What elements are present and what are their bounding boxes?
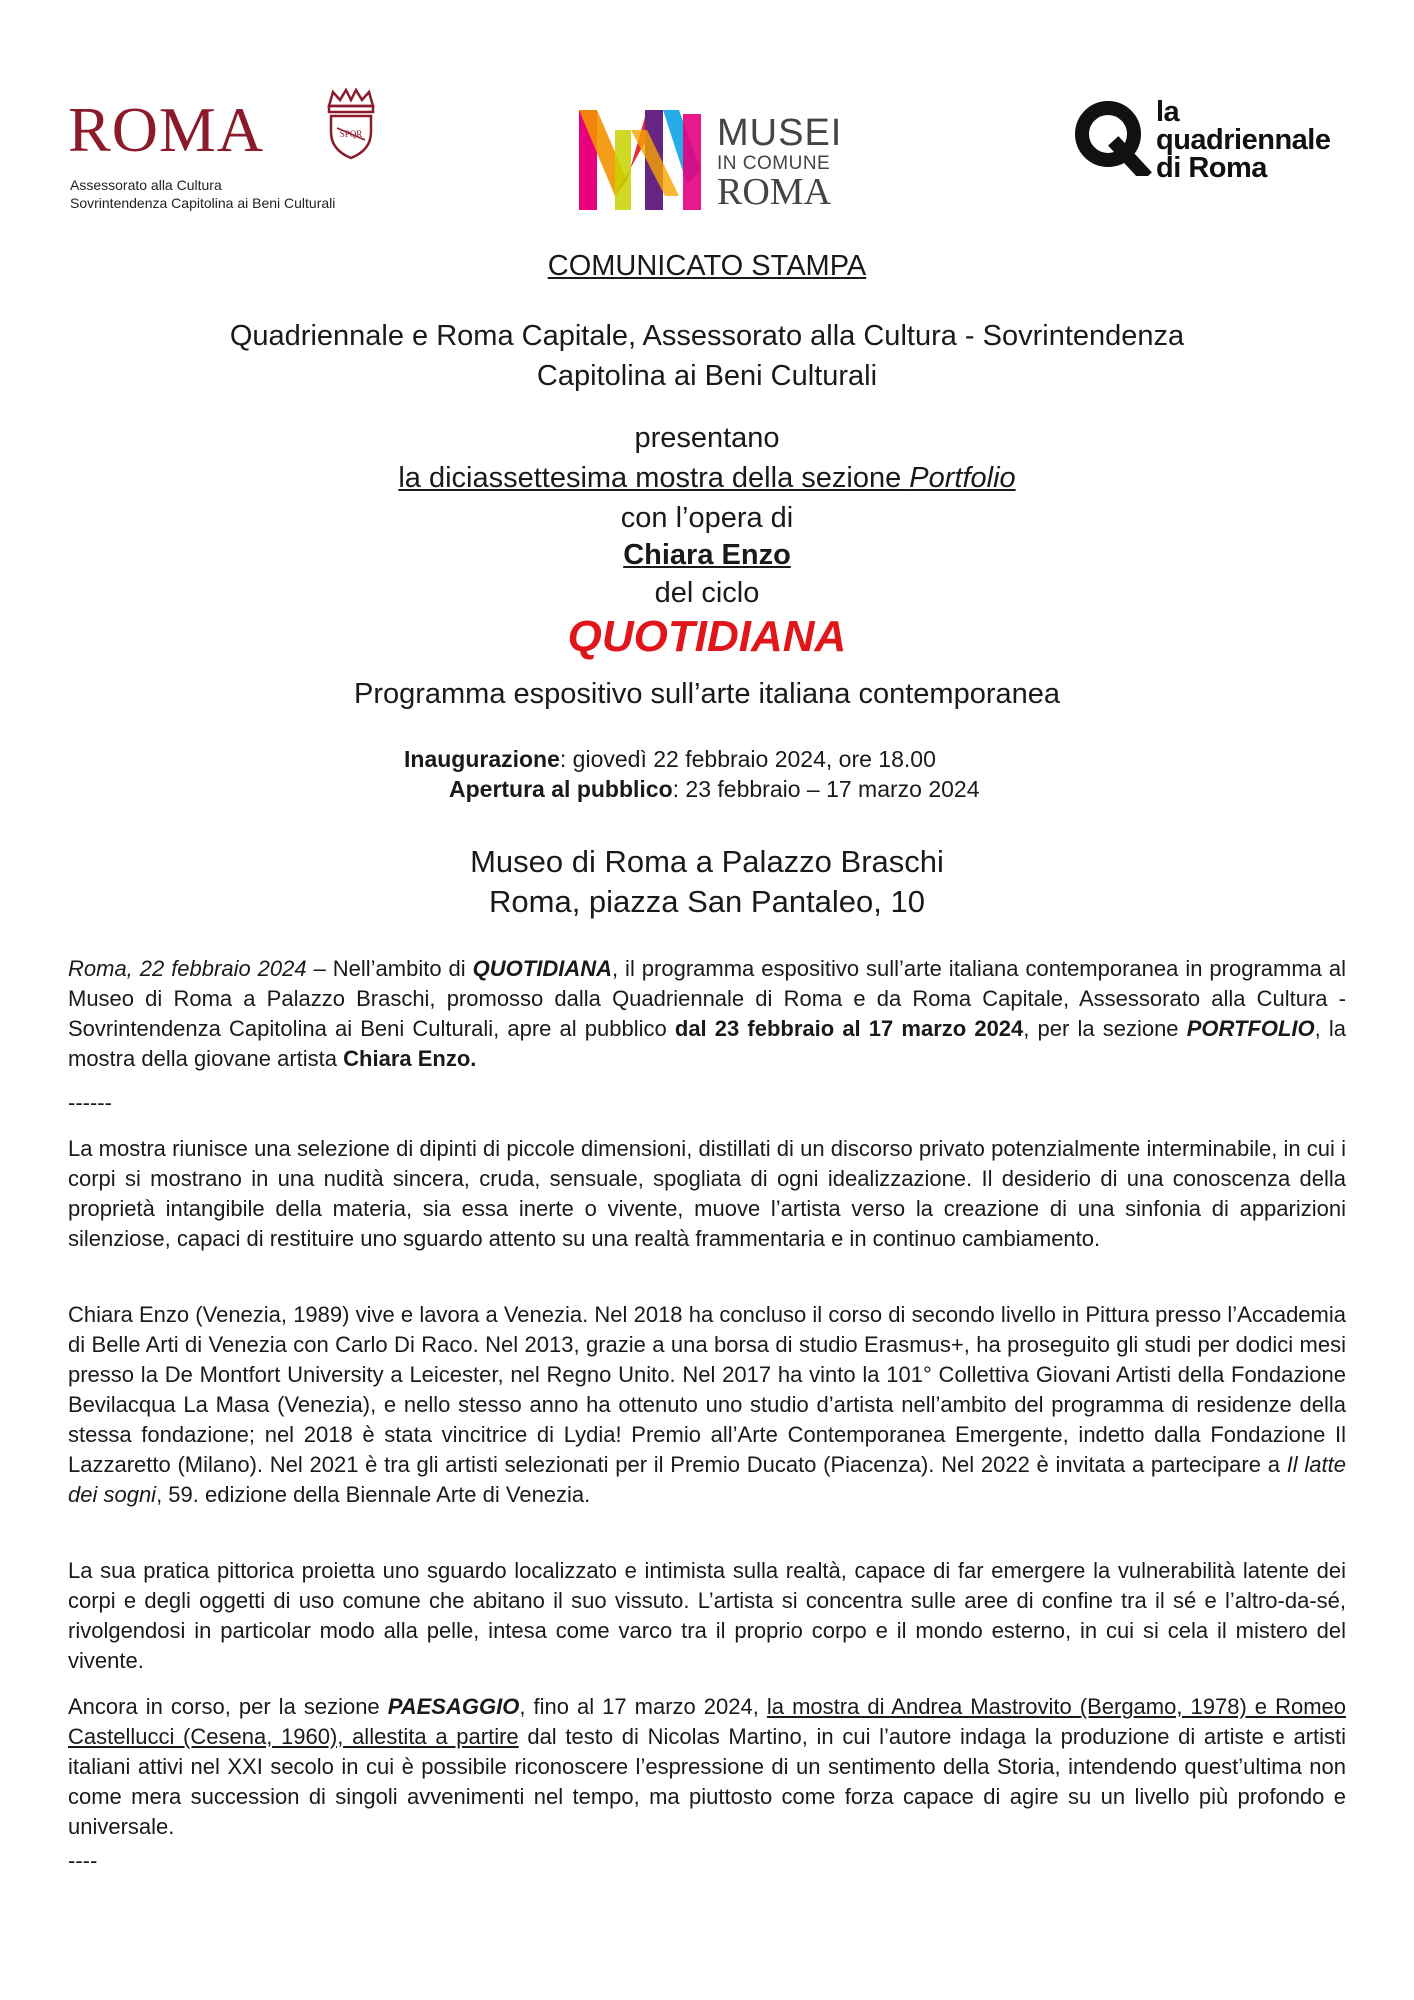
mastrovito-castellucci-link[interactable]: la mostra di Andrea Mastrovito (Bergamo, 1978) e Romeo Castellucci (Cesena, 1960), allestita a partire (68, 1694, 1346, 1749)
paragraph-paesaggio: Ancora in corso, per la sezione PAESAGGIO, fino al 17 marzo 2024, la mostra di Andrea Mastrovito (Bergamo, 1978) e Romeo Castellucci (Cesena, 1960), allestita a partire dal testo di Nicolas Martino, in cui l’autore indaga la produzione di artiste e artisti italiani attivi nel XXI secolo in cui è possibile riconoscere l’espressione di un sentimento della Storia, intendendo quest’ultima non come mera succession di singoli avvenimenti nel tempo, ma piuttosto come forza capace di agire su un livello più profondo e universale. (68, 1694, 1346, 1839)
opera-line: con l’opera di (620, 502, 794, 534)
program-subtitle: Programma espositivo sull’arte italiana contemporanea (353, 678, 1061, 710)
musei-in-comune-logo (575, 100, 875, 220)
paragraph-biografia: Chiara Enzo (Venezia, 1989) vive e lavora a Venezia. Nel 2018 ha concluso il corso di secondo livello in Pittura presso l’Accademia di Belle Arti di Venezia con Carlo Di Raco. Nel 2013, grazie a una borsa di studio Erasmus+, ha proseguito gli studi per dodici mesi presso la De Montfort University a Leicester, nel Regno Unito. Nel 2017 ha vinto la 101° Collettiva Giovani Artisti della Fondazione Bevilacqua La Masa (Venezia), e nello stesso anno ha ottenuto uno studio d’artista nell’ambito del programma di residenze della stessa fondazione; nel 2018 è stata vincitrice di Lydia! Premio all’Arte Contemporanea Emergente, indetto dalla Fondazione Il Lazzaretto (Milano). Nel 2021 è tra gli artisti selezionati per il Premio Ducato (Piacenza). Nel 2022 è invitata a partecipare a Il latte dei sogni, 59. edizione della Biennale Arte di Venezia. (68, 1302, 1347, 1507)
intro-paragraph: Roma, 22 febbraio 2024 – Nell’ambito di QUOTIDIANA, il programma espositivo sull’arte italiana contemporanea in programma al Museo di Roma a Palazzo Braschi, promosso dalla Quadriennale di Roma e da Roma Capitale, Assessorato alla Cultura - Sovrintendenza Capitolina ai Beni Culturali, apre al pubblico dal 23 febbraio al 17 marzo 2024, per la sezione PORTFOLIO, la mostra della giovane artista Chiara Enzo. (68, 956, 1346, 1071)
roma-logo-wordmark: ROMA (68, 94, 265, 165)
spqr-crest-icon (323, 88, 379, 160)
separator: ------ (68, 1090, 112, 1115)
separator-end: ---- (68, 1848, 98, 1873)
paragraph-pratica: La sua pratica pittorica proietta uno sguardo localizzato e intimista sulla realtà, capace di far emergere la vulnerabilità latente dei corpi e degli oggetti di uso comune che abitano il suo vissuto. L’artista si concentra sulle aree di confine tra il sé e l’altro-da-sé, rivolgendosi in particolar modo alla pelle, intesa come varco tra il proprio corpo e il mondo esterno, in cui si cela il mistero del vivente. (68, 1558, 1346, 1673)
program-title: QUOTIDIANA (567, 612, 847, 661)
paragraph-mostra: La mostra riunisce una selezione di dipinti di piccole dimensioni, distillati di un discorso privato potenzialmente interminabile, in cui i corpi si mostrano in una nudità sincera, cruda, sensuale, spogliata di ogni idealizzazione. Il desiderio di una conoscenza della proprietà intangibile della materia, sia essa inerte o vivente, muove l’artista verso la creazione di una sinfonia di apparizioni silenziose, capaci di restituire uno sguardo attento su una realtà frammentaria e in continuo cambiamento. (68, 1136, 1346, 1251)
apertura-line: Apertura al pubblico: 23 febbraio – 17 marzo 2024 (449, 776, 980, 802)
press-release-label: COMUNICATO STAMPA (547, 250, 867, 282)
artist-name: Chiara Enzo (623, 539, 791, 571)
presentano-text: presentano (634, 422, 780, 454)
quadriennale-logo (1072, 96, 1352, 184)
ciclo-line: del ciclo (654, 577, 760, 609)
roma-logo-subtitle: Assessorato alla Cultura Sovrintendenza Capitolina ai Beni Culturali (70, 177, 336, 211)
mostra-line-underlined: la diciassettesima mostra della sezione Portfolio (398, 462, 1016, 494)
roma-logo (68, 88, 388, 218)
svg-text:SPQR: SPQR (339, 129, 363, 139)
presenters: Quadriennale e Roma Capitale, Assessorato alla Cultura - Sovrintendenza Capitolina ai Beni Culturali (229, 320, 1185, 392)
inaugurazione-line: Inaugurazione: giovedì 22 febbraio 2024, ore 18.00 (404, 746, 936, 772)
venue: Museo di Roma a Palazzo Braschi Roma, piazza San Pantaleo, 10 (470, 844, 944, 919)
quadriennale-logo-text: la quadriennale di Roma (1156, 96, 1331, 184)
musei-mm-icon (575, 100, 705, 212)
musei-logo-text: MUSEI IN COMUNE ROMA (717, 112, 843, 213)
mostra-line (0, 458, 1414, 498)
quadriennale-q-icon (1072, 98, 1152, 176)
